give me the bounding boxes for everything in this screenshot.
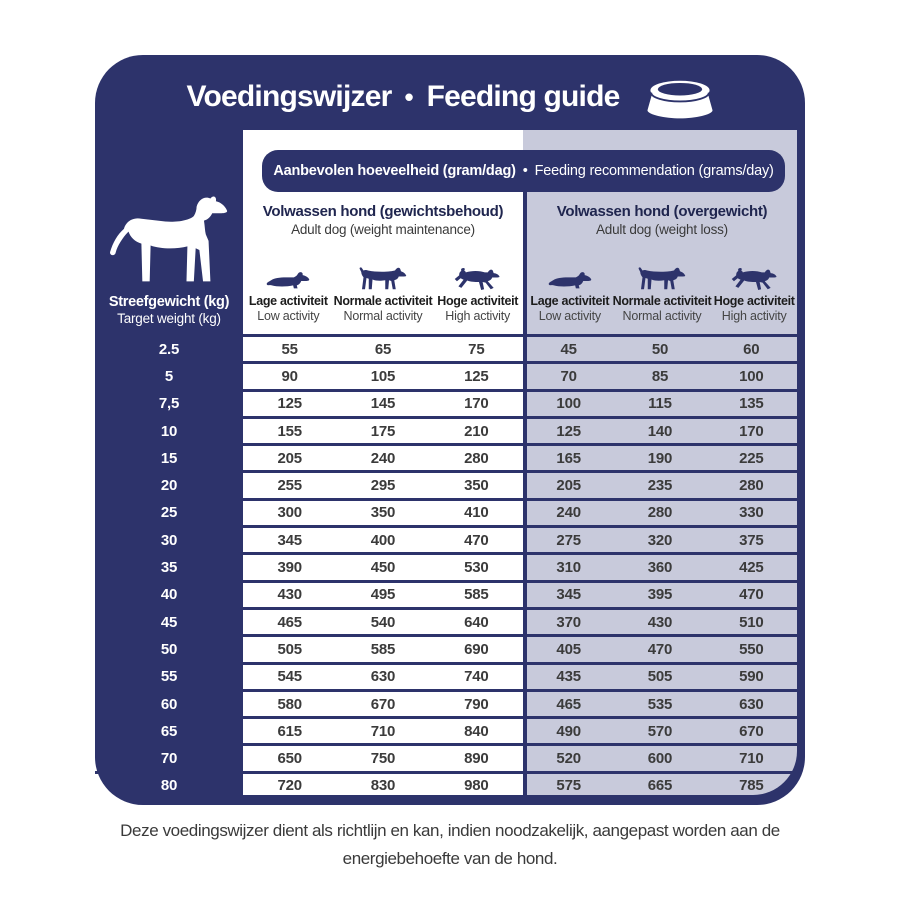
walking-dog-icon [638, 263, 686, 291]
weight-loss-value-cell: 135 [739, 395, 764, 413]
maintenance-value-cell: 670 [370, 695, 396, 713]
weight-loss-value-cell: 520 [556, 750, 581, 768]
weight-loss-value-cell: 465 [556, 695, 581, 713]
feeding-table-body [95, 334, 797, 798]
weight-loss-value-cell: 235 [647, 477, 673, 495]
weight-cell: 5 [164, 367, 174, 385]
weight-loss-value-cell: 505 [647, 668, 673, 686]
maintenance-value-cell: 495 [370, 586, 396, 604]
activity-column-header [613, 248, 712, 330]
title-bullet: • [404, 81, 414, 112]
table-row [95, 746, 797, 773]
page-title [95, 69, 805, 125]
maintenance-value-cell: 210 [464, 422, 489, 440]
activity-label-en: Low activity [257, 309, 320, 323]
weight-loss-value-cell: 240 [556, 504, 581, 522]
activity-label-en: High activity [445, 309, 511, 323]
weight-loss-value-cell: 100 [739, 367, 764, 385]
table-row [95, 665, 797, 692]
maintenance-value-cell: 580 [277, 695, 302, 713]
weight-loss-value-cell: 115 [648, 395, 672, 413]
weight-cell: 70 [160, 750, 178, 768]
weight-cell: 30 [160, 531, 178, 549]
activity-column-header [527, 248, 613, 330]
maintenance-value-cell: 630 [370, 668, 396, 686]
maintenance-value-cell: 650 [277, 750, 302, 768]
maintenance-value-cell: 545 [277, 668, 302, 686]
weight-loss-value-cell: 510 [739, 613, 764, 631]
weight-loss-value-cell: 165 [556, 449, 581, 467]
activity-label-nl: Normale activiteit [333, 294, 433, 308]
maintenance-value-cell: 540 [370, 613, 396, 631]
activity-label-nl: Hoge activiteit [713, 294, 795, 308]
weight-loss-value-cell: 665 [647, 777, 673, 795]
weight-cell: 7,5 [158, 395, 180, 413]
weight-loss-value-cell: 225 [739, 449, 764, 467]
weight-loss-value-cell: 60 [743, 340, 760, 358]
group-title-en: Adult dog (weight maintenance) [291, 222, 475, 237]
running-dog-icon [454, 263, 501, 291]
maintenance-value-cell: 170 [464, 395, 489, 413]
weight-loss-value-cell: 570 [647, 722, 673, 740]
activity-label-en: High activity [721, 309, 787, 323]
footer-line-1: Deze voedingswijzer dient als richtlijn en kan, indien noodzakelijk, aangepast worden aan de [120, 821, 780, 840]
weight-loss-value-cell: 600 [647, 750, 673, 768]
weight-cell: 80 [160, 777, 178, 795]
recommendation-label-nl: Aanbevolen hoeveelheid (gram/dag) [273, 163, 516, 179]
activity-label-en: Normal activity [622, 309, 702, 323]
maintenance-value-cell: 105 [370, 367, 396, 385]
activity-columns-weight-loss [527, 248, 797, 330]
maintenance-value-cell: 295 [370, 477, 396, 495]
maintenance-value-cell: 350 [464, 477, 489, 495]
table-row [95, 364, 797, 391]
weight-cell: 50 [160, 640, 178, 658]
weight-loss-value-cell: 50 [651, 340, 669, 358]
weight-loss-value-cell: 360 [647, 559, 673, 577]
weight-loss-value-cell: 170 [739, 422, 764, 440]
footer-line-2: energiebehoefte van de hond. [342, 849, 558, 868]
feeding-guide-card [95, 55, 805, 805]
weight-loss-value-cell: 405 [556, 640, 581, 658]
table-row [95, 637, 797, 664]
weight-loss-value-cell: 785 [739, 777, 764, 795]
maintenance-value-cell: 390 [277, 559, 302, 577]
weight-loss-value-cell: 590 [739, 668, 764, 686]
activity-column-header [334, 248, 433, 330]
lying-dog-icon [548, 263, 592, 291]
lying-dog-icon [266, 263, 310, 291]
maintenance-value-cell: 740 [464, 668, 489, 686]
weight-loss-value-cell: 435 [556, 668, 581, 686]
table-row [95, 583, 797, 610]
title-dutch: Voedingswijzer [186, 80, 392, 113]
weight-cell: 35 [160, 559, 178, 577]
maintenance-value-cell: 125 [464, 367, 489, 385]
recommendation-label-en: Feeding recommendation (grams/day) [534, 163, 774, 179]
maintenance-value-cell: 505 [277, 640, 302, 658]
maintenance-value-cell: 840 [464, 722, 489, 740]
weight-cell: 55 [160, 668, 178, 686]
table-row [95, 473, 797, 500]
table-row [95, 610, 797, 637]
maintenance-value-cell: 980 [464, 777, 489, 795]
footer-note [0, 817, 900, 873]
activity-label-nl: Hoge activiteit [437, 294, 519, 308]
maintenance-value-cell: 155 [277, 422, 302, 440]
group-title-nl: Volwassen hond (overgewicht) [556, 203, 768, 220]
weight-loss-value-cell: 190 [647, 449, 673, 467]
table-row [95, 719, 797, 746]
weight-cell: 15 [160, 449, 178, 467]
maintenance-value-cell: 790 [464, 695, 489, 713]
weight-loss-value-cell: 100 [556, 395, 581, 413]
table-row [95, 419, 797, 446]
standing-dog-icon [108, 272, 230, 289]
weight-cell: 2.5 [158, 340, 180, 358]
table-row [95, 501, 797, 528]
maintenance-value-cell: 470 [464, 531, 489, 549]
maintenance-value-cell: 175 [370, 422, 396, 440]
table-row [95, 774, 797, 798]
activity-column-header [243, 248, 334, 330]
weight-loss-value-cell: 470 [739, 586, 764, 604]
maintenance-value-cell: 890 [464, 750, 489, 768]
maintenance-value-cell: 430 [277, 586, 302, 604]
weight-header-en: Target weight (kg) [117, 311, 221, 326]
recommendation-bar [262, 150, 785, 192]
weight-loss-value-cell: 310 [556, 559, 581, 577]
weight-loss-value-cell: 205 [556, 477, 581, 495]
maintenance-value-cell: 240 [370, 449, 396, 467]
maintenance-value-cell: 255 [277, 477, 302, 495]
weight-loss-value-cell: 710 [739, 750, 764, 768]
weight-loss-value-cell: 575 [556, 777, 581, 795]
table-row [95, 555, 797, 582]
weight-loss-value-cell: 535 [647, 695, 673, 713]
table-row [95, 692, 797, 719]
weight-loss-value-cell: 345 [556, 586, 581, 604]
maintenance-value-cell: 55 [281, 340, 298, 358]
maintenance-value-cell: 450 [370, 559, 396, 577]
maintenance-value-cell: 750 [370, 750, 396, 768]
maintenance-value-cell: 615 [277, 722, 302, 740]
maintenance-value-cell: 410 [464, 504, 489, 522]
weight-loss-value-cell: 140 [647, 422, 673, 440]
activity-column-header [432, 248, 523, 330]
activity-label-en: Low activity [538, 309, 601, 323]
recommendation-bullet: • [522, 163, 528, 179]
maintenance-value-cell: 345 [277, 531, 302, 549]
weight-cell: 60 [160, 695, 178, 713]
table-row [95, 337, 797, 364]
weight-loss-value-cell: 320 [647, 531, 673, 549]
maintenance-value-cell: 530 [464, 559, 489, 577]
group-header-maintenance [243, 203, 523, 237]
weight-loss-value-cell: 85 [651, 367, 669, 385]
activity-label-nl: Normale activiteit [612, 294, 712, 308]
weight-cell: 10 [160, 422, 178, 440]
maintenance-value-cell: 400 [370, 531, 396, 549]
table-row [95, 392, 797, 419]
weight-loss-value-cell: 395 [647, 586, 673, 604]
weight-loss-value-cell: 630 [739, 695, 764, 713]
maintenance-value-cell: 465 [277, 613, 302, 631]
maintenance-value-cell: 830 [370, 777, 396, 795]
maintenance-value-cell: 585 [464, 586, 489, 604]
weight-cell: 65 [160, 722, 178, 740]
maintenance-value-cell: 280 [464, 449, 489, 467]
weight-cell: 25 [160, 504, 178, 522]
maintenance-value-cell: 145 [370, 395, 396, 413]
maintenance-value-cell: 350 [370, 504, 396, 522]
maintenance-value-cell: 75 [468, 340, 485, 358]
weight-loss-value-cell: 45 [560, 340, 577, 358]
group-header-weight-loss [527, 203, 797, 237]
maintenance-value-cell: 690 [464, 640, 489, 658]
table-row [95, 446, 797, 473]
maintenance-value-cell: 125 [277, 395, 302, 413]
maintenance-value-cell: 300 [277, 504, 302, 522]
weight-cell: 20 [160, 477, 178, 495]
weight-loss-value-cell: 280 [647, 504, 673, 522]
weight-loss-value-cell: 275 [556, 531, 581, 549]
weight-loss-value-cell: 670 [739, 722, 764, 740]
weight-cell: 40 [160, 586, 178, 604]
weight-loss-value-cell: 550 [739, 640, 764, 658]
weight-loss-value-cell: 370 [556, 613, 581, 631]
weight-header-nl: Streefgewicht (kg) [108, 294, 230, 310]
maintenance-value-cell: 90 [281, 367, 298, 385]
weight-column-header [95, 193, 243, 326]
maintenance-value-cell: 585 [370, 640, 396, 658]
table-row [95, 528, 797, 555]
weight-loss-value-cell: 375 [739, 531, 764, 549]
activity-columns-maintenance [243, 248, 523, 330]
maintenance-value-cell: 640 [464, 613, 489, 631]
running-dog-icon [731, 263, 778, 291]
activity-label-nl: Lage activiteit [248, 294, 328, 308]
maintenance-value-cell: 65 [374, 340, 392, 358]
weight-loss-value-cell: 125 [556, 422, 581, 440]
walking-dog-icon [359, 263, 407, 291]
weight-loss-value-cell: 70 [560, 367, 577, 385]
maintenance-value-cell: 720 [277, 777, 302, 795]
title-english: Feeding guide [426, 80, 620, 113]
weight-loss-value-cell: 490 [556, 722, 581, 740]
dog-bowl-icon [646, 74, 714, 120]
weight-loss-value-cell: 280 [739, 477, 764, 495]
group-title-en: Adult dog (weight loss) [596, 222, 728, 237]
activity-column-header [711, 248, 797, 330]
maintenance-value-cell: 710 [370, 722, 396, 740]
activity-label-en: Normal activity [343, 309, 423, 323]
maintenance-value-cell: 205 [277, 449, 302, 467]
weight-loss-value-cell: 430 [647, 613, 673, 631]
weight-loss-value-cell: 425 [739, 559, 764, 577]
weight-loss-value-cell: 470 [647, 640, 673, 658]
weight-loss-value-cell: 330 [739, 504, 764, 522]
group-title-nl: Volwassen hond (gewichtsbehoud) [262, 203, 504, 220]
weight-cell: 45 [160, 613, 178, 631]
activity-label-nl: Lage activiteit [530, 294, 610, 308]
